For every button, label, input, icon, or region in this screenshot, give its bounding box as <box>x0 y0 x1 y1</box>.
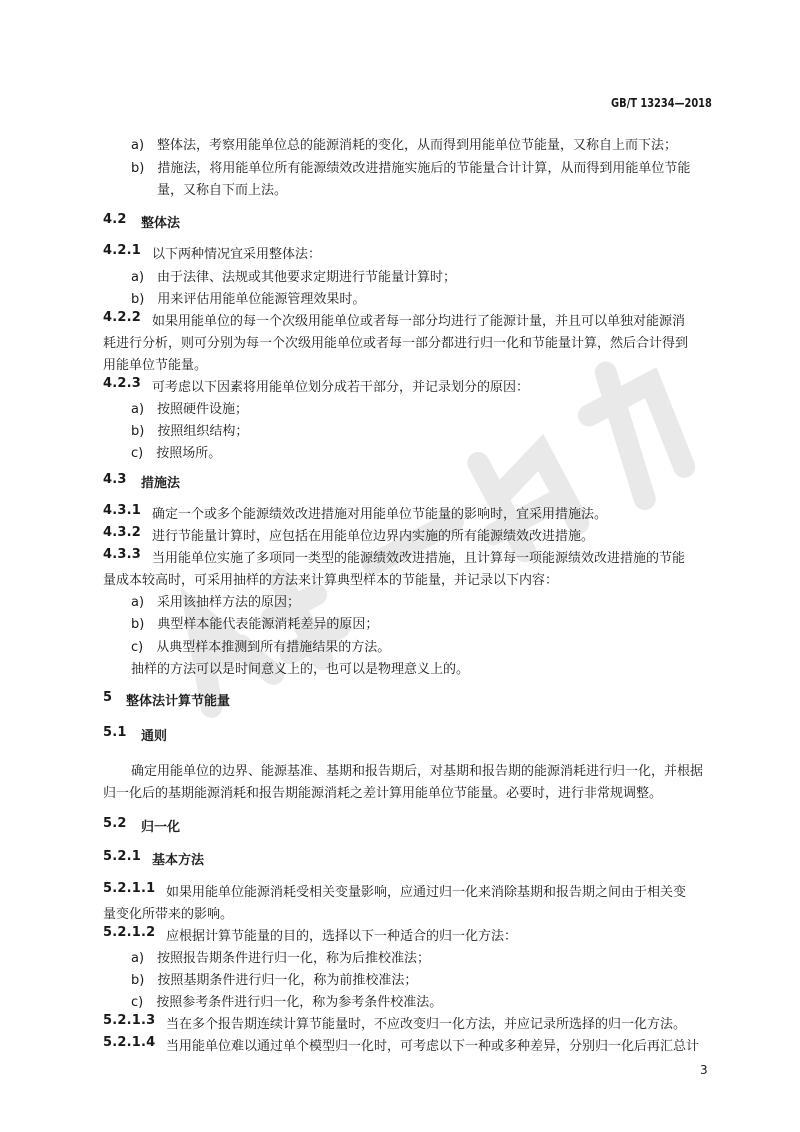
text-line: 耗进行分析，则可分别为每一个次级用能单位或者每一部分都进行归一化和节能量计算，然后合计得到 <box>103 336 689 351</box>
section-heading: 整体法 <box>141 216 181 231</box>
clause-number: 4.3.3 <box>103 547 142 562</box>
clause-number: 4.3.1 <box>103 503 142 518</box>
section-number: 5.2.1 <box>103 849 142 864</box>
clause-text: 如果用能单位的每一个次级用能单位或者每一部分均进行了能源计量，并且可以单独对能源消 <box>152 314 686 329</box>
text-line: 归一化后的基期能源消耗和报告期能源消耗之差计算用能单位节能量。必要时，进行非常规调整。 <box>103 786 663 801</box>
list-item: c) 按照场所。 <box>131 446 222 461</box>
clause-number: 5.2.1.1 <box>103 881 156 896</box>
list-item: b) 按照基期条件进行归一化，称为前推校准法； <box>131 973 418 988</box>
list-item: b) 措施法，将用能单位所有能源绩效改进措施实施后的节能量合计计算，从而得到用能单位节能 <box>131 161 691 176</box>
clause-text: 确定一个或多个能源绩效改进措施对用能单位节能量的影响时，宜采用措施法。 <box>152 507 608 522</box>
text-line: 用能单位节能量。 <box>103 358 208 373</box>
section-heading: 整体法计算节能量 <box>126 694 231 709</box>
clause-text: 当用能单位难以通过单个模型归一化时，可考虑以下一种或多种差异，分别归一化后再汇总计 <box>166 1039 700 1054</box>
clause-number: 4.2.2 <box>103 310 142 325</box>
clause-number: 4.2.1 <box>103 243 142 258</box>
section-number: 4.3 <box>103 472 127 487</box>
section-heading: 通则 <box>141 729 168 744</box>
list-item: a) 按照硬件设施； <box>131 402 249 417</box>
clause-text: 应根据计算节能量的目的，选择以下一种适合的归一化方法： <box>166 929 518 944</box>
clause-number: 5.2.1.3 <box>103 1013 156 1028</box>
clause-number: 5.2.1.2 <box>103 925 156 940</box>
section-number: 5.2 <box>103 816 127 831</box>
text-line: 量成本较高时，可采用抽样的方法来计算典型样本的节能量，并记录以下内容： <box>103 573 559 588</box>
list-item: b) 典型样本能代表能源消耗差异的原因； <box>131 617 379 632</box>
list-item: a) 按照报告期条件进行归一化，称为后推校准法； <box>131 951 431 966</box>
list-item: b) 用来评估用能单位能源管理效果时。 <box>131 292 366 307</box>
section-number: 5 <box>103 690 113 705</box>
clause-number: 4.2.3 <box>103 376 142 391</box>
clause-number: 5.2.1.4 <box>103 1035 156 1050</box>
list-item: a) 由于法律、法规或其他要求定期进行节能量计算时； <box>131 270 457 285</box>
text-line: 抽样的方法可以是时间意义上的，也可以是物理意义上的。 <box>131 662 470 677</box>
text-line: 量，又称自下而上法。 <box>157 183 288 198</box>
clause-text: 进行节能量计算时，应包括在用能单位边界内实施的所有能源绩效改进措施。 <box>152 529 595 544</box>
section-heading: 基本方法 <box>152 853 205 868</box>
text-line: 量变化所带来的影响。 <box>103 907 234 922</box>
section-heading: 措施法 <box>141 476 181 491</box>
list-item: a) 采用该抽样方法的原因； <box>131 595 301 610</box>
list-item: a) 整体法，考察用能单位总的能源消耗的变化，从而得到用能单位节能量，又称自上而下法； <box>131 138 678 153</box>
page-number: 3 <box>700 1063 708 1077</box>
section-heading: 归一化 <box>141 820 181 835</box>
list-item: c) 按照参考条件进行归一化，称为参考条件校准法。 <box>131 995 443 1010</box>
list-item: c) 从典型样本推测到所有措施结果的方法。 <box>131 640 391 655</box>
text-line: 确定用能单位的边界、能源基准、基期和报告期后，对基期和报告期的能源消耗进行归一化，并根据 <box>131 764 704 779</box>
clause-text: 如果用能单位能源消耗受相关变量影响，应通过归一化来消除基期和报告期之间由于相关变 <box>166 885 687 900</box>
section-number: 4.2 <box>103 212 127 227</box>
clause-text: 以下两种情况宜采用整体法： <box>152 247 322 262</box>
clause-text: 当用能单位实施了多项同一类型的能源绩效改进措施，且计算每一项能源绩效改进措施的节能 <box>152 551 686 566</box>
clause-text: 可考虑以下因素将用能单位划分成若干部分，并记录划分的原因： <box>152 380 530 395</box>
clause-number: 4.3.2 <box>103 525 142 540</box>
section-number: 5.1 <box>103 725 127 740</box>
clause-text: 当在多个报告期连续计算节能量时，不应改变归一化方法，并应记录所选择的归一化方法。 <box>166 1017 687 1032</box>
list-item: b) 按照组织结构； <box>131 424 249 439</box>
standard-number: GB/T 13234—2018 <box>611 96 712 110</box>
